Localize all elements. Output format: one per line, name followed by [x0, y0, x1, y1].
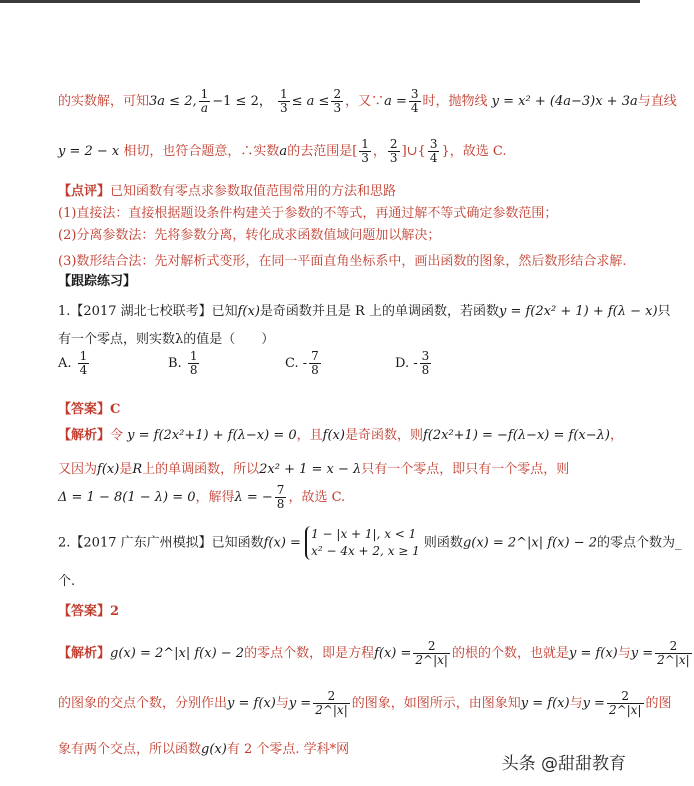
q1-option-b: B. $\frac{1}{8}$: [168, 349, 198, 377]
dianping-title: 【点评】已知函数有零点求参数取值范围常用的方法和思路: [58, 184, 397, 199]
q1-option-d: D. - $\frac{3}{8}$: [395, 349, 430, 377]
q1-analysis-line-1: 【解析】令 y = f(2x²+1) + f(λ−x) = 0，且f(x)是奇函数，则f(2x²+1) = −f(λ−x) = f(x−λ)，: [58, 428, 623, 443]
q1-answer: 【答案】C: [58, 402, 121, 417]
q1-analysis-line-3: Δ = 1 − 8(1 − λ) = 0，解得λ = − $\frac{7}{8}$ ，故选 C.: [58, 483, 346, 511]
q2-analysis-line-2: 的图象的交点个数，分别作出y = f(x)与y = $\frac{2}{2\^{}|x|}$ 的图象，如图所示，由图象知y = f(x)与y = $\frac{2}{2\^{}|x|}$ 的图: [58, 689, 672, 717]
q1-analysis-line-2: 又因为f(x)是R上的单调函数，所以2x² + 1 = x − λ只有一个零点，即只有一个零点，则: [58, 462, 570, 477]
dianping-method-3: (3)数形结合法：先对解析式变形，在同一平面直角坐标系中，画出函数的图象，然后数形结合求解.: [58, 254, 627, 269]
q2-stem-line-2: 个.: [58, 574, 76, 589]
dianping-method-1: (1)直接法：直接根据题设条件构建关于参数的不等式，再通过解不等式确定参数范围；: [58, 206, 558, 221]
q2-stem-line-1: 2.【2017 广东广州模拟】已知函数f(x) = 1 − |x + 1|, x < 1 x² − 4x + 2, x ≥ 1 则函数g(x) = 2^|x| f(x) − 2的零点个数为_: [58, 527, 682, 558]
q1-option-a: A. $\frac{1}{4}$: [58, 349, 88, 377]
q1-stem-line-2: 有一个零点，则实数λ的值是（ ）: [58, 332, 275, 347]
solution-line-2: y = 2 − x 相切，也符合题意，∴实数a的去范围是[ $\frac{1}{3}$ ， $\frac{2}{3}$ ]∪{ $\frac{3}{4}$ }，故选 C.: [58, 137, 507, 165]
watermark: 头条 @甜甜教育: [501, 754, 626, 774]
solution-line-1: 的实数解，可知3a ≤ 2, $\frac{1}{a}$ −1 ≤ 2， $\frac{1}{3}$ ≤ a ≤ $\frac{2}{3}$ ，又∵a = $\frac{3}{4}$ 时，抛物线 y = x² + (4a−3)x + 3a与直线: [58, 87, 677, 115]
genzong-heading: 【跟踪练习】: [58, 274, 137, 289]
q2-analysis-line-1: 【解析】g(x) = 2^|x| f(x) − 2的零点个数，即是方程f(x) = $\frac{2}{2\^{}|x|}$ 的根的个数，也就是y = f(x)与y = $\frac{2}{2\^{}|x|}$: [58, 639, 690, 667]
q2-answer: 【答案】2: [58, 604, 120, 619]
q1-option-c: C. - $\frac{7}{8}$: [285, 349, 319, 377]
top-border: [0, 0, 640, 3]
piecewise-brace: 1 − |x + 1|, x < 1 x² − 4x + 2, x ≥ 1: [305, 526, 420, 560]
dianping-method-2: (2)分离参数法：先将参数分离，转化成求函数值域问题加以解决；: [58, 228, 441, 243]
q1-stem-line-1: 1.【2017 湖北七校联考】已知f(x)是奇函数并且是 R 上的单调函数，若函数y = f(2x² + 1) + f(λ − x)只: [58, 304, 671, 319]
q2-analysis-line-3: 象有两个交点，所以函数g(x)有 2 个零点. 学科*网: [58, 742, 350, 757]
